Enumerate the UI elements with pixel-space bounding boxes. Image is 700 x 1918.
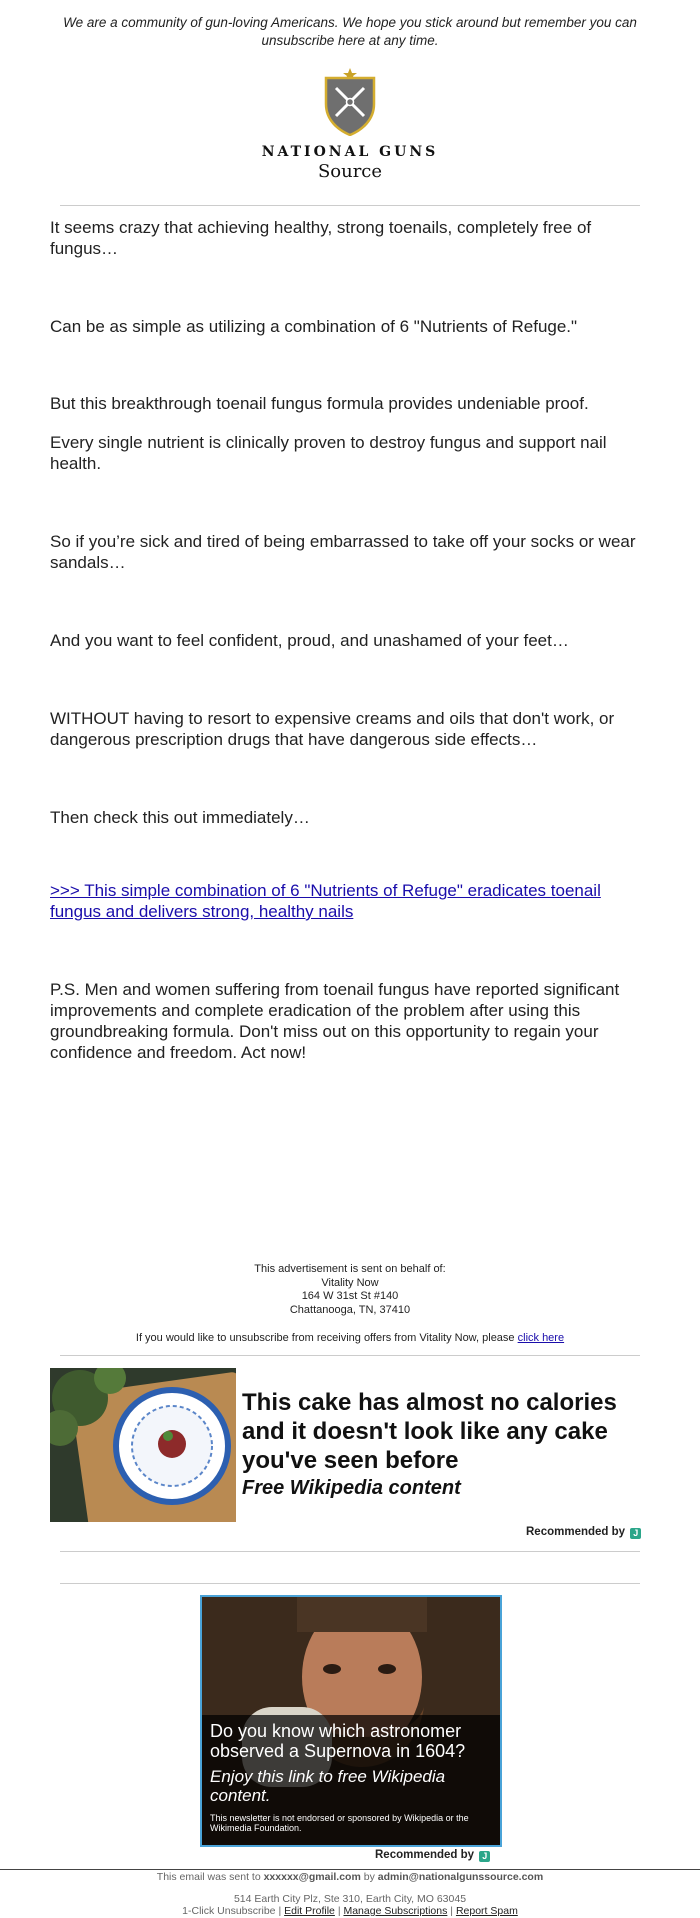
body-paragraph-7: WITHOUT having to resort to expensive creams and oils that don't work, or dangerous prescription drugs that have dangerous side effects… xyxy=(50,709,615,749)
shield-crossed-rifles-icon xyxy=(322,68,378,136)
sent-prefix: This email was sent to xyxy=(156,1871,261,1883)
cake-plate-image-icon xyxy=(50,1368,236,1522)
ad-subheadline[interactable]: Free Wikipedia content xyxy=(242,1477,461,1499)
separator: | xyxy=(450,1905,454,1917)
ps-paragraph: P.S. Men and women suffering from toenail fungus have reported significant improvements and complete eradication of the problem after using this groundbreaking formula. Don't miss out on this opportunity to regain your confidence and freedom. Act now! xyxy=(50,980,620,1062)
ad-card-cake[interactable] xyxy=(50,1368,650,1522)
divider xyxy=(60,1551,640,1552)
body-paragraph-4: Every single nutrient is clinically proven to destroy fungus and support nail health. xyxy=(50,433,607,473)
divider xyxy=(60,205,640,206)
footer-address: 514 Earth City Plz, Ste 310, Earth City, MO 63045 xyxy=(233,1893,467,1905)
recommended-by[interactable] xyxy=(375,1849,490,1862)
sender-city: Chattanooga, TN, 37410 xyxy=(289,1303,411,1316)
recommended-label: Recommended by xyxy=(375,1849,475,1861)
unsubscribe-line xyxy=(0,1332,700,1346)
body-paragraph-8: Then check this out immediately… xyxy=(50,808,310,827)
separator: | xyxy=(337,1905,341,1917)
footer-links xyxy=(0,1905,700,1918)
intro-text: We are a community of gun-loving Americans. We hope you stick around but remember you can unsubscribe here at any time. xyxy=(63,15,637,48)
body-paragraph-2: Can be as simple as utilizing a combination of 6 "Nutrients of Refuge." xyxy=(50,317,578,336)
unsubscribe-link[interactable]: click here xyxy=(517,1332,565,1344)
ad2-caption[interactable] xyxy=(202,1715,500,1845)
brand-name: NATIONAL GUNS xyxy=(261,144,439,160)
sender-line: This advertisement is sent on behalf of: xyxy=(254,1263,446,1275)
brand-subname: Source xyxy=(317,161,383,182)
sender-info xyxy=(0,1263,700,1317)
ad2-disclaimer: This newsletter is not endorsed or sponsored by Wikipedia or the Wikimedia Foundation. xyxy=(210,1813,469,1833)
body-paragraph-5: So if you’re sick and tired of being embarrassed to take off your socks or wear sandals… xyxy=(50,532,636,572)
one-click-unsubscribe[interactable]: 1-Click Unsubscribe xyxy=(182,1905,276,1917)
ad2-headline[interactable]: Do you know which astronomer observed a Supernova in 1604? xyxy=(210,1721,466,1761)
sent-to-line xyxy=(0,1871,700,1884)
body-paragraph-6: And you want to feel confident, proud, and unashamed of your feet… xyxy=(50,631,569,650)
ad-card-astronomer[interactable] xyxy=(200,1595,502,1847)
sender-email: admin@nationalgunssource.com xyxy=(377,1871,544,1883)
offer-link-block xyxy=(50,880,650,922)
sender-street: 164 W 31st St #140 xyxy=(301,1290,399,1302)
edit-profile-link[interactable]: Edit Profile xyxy=(284,1905,335,1917)
divider xyxy=(60,1583,640,1584)
brand-logo[interactable] xyxy=(0,68,700,182)
recipient-email: xxxxxx@gmail.com xyxy=(263,1871,361,1883)
report-spam-link[interactable]: Report Spam xyxy=(455,1905,518,1917)
recommended-by[interactable] xyxy=(526,1526,641,1539)
ad-headline[interactable]: This cake has almost no calories and it doesn't look like any cake you've seen before xyxy=(242,1389,617,1474)
ad-image-cake[interactable] xyxy=(50,1368,236,1522)
recommended-label: Recommended by xyxy=(526,1526,626,1538)
jeeng-logo-icon: J xyxy=(630,1528,641,1539)
unsubscribe-text: If you would like to unsubscribe from receiving offers from Vitality Now, please xyxy=(135,1332,515,1344)
separator: | xyxy=(278,1905,282,1917)
footer-divider xyxy=(0,1869,700,1870)
offer-link[interactable]: >>> This simple combination of 6 "Nutrients of Refuge" eradicates toenail fungus and delivers strong, healthy nails xyxy=(50,881,601,921)
body-paragraph-1: It seems crazy that achieving healthy, strong toenails, completely free of fungus… xyxy=(50,218,592,258)
sender-name: Vitality Now xyxy=(321,1276,379,1289)
body-paragraph-3: But this breakthrough toenail fungus formula provides undeniable proof. xyxy=(50,394,589,413)
sent-by: by xyxy=(363,1871,375,1883)
divider xyxy=(60,1355,640,1356)
ad2-subheadline[interactable]: Enjoy this link to free Wikipedia content. xyxy=(210,1767,446,1805)
manage-subscriptions-link[interactable]: Manage Subscriptions xyxy=(343,1905,448,1917)
jeeng-logo-icon: J xyxy=(479,1851,490,1862)
